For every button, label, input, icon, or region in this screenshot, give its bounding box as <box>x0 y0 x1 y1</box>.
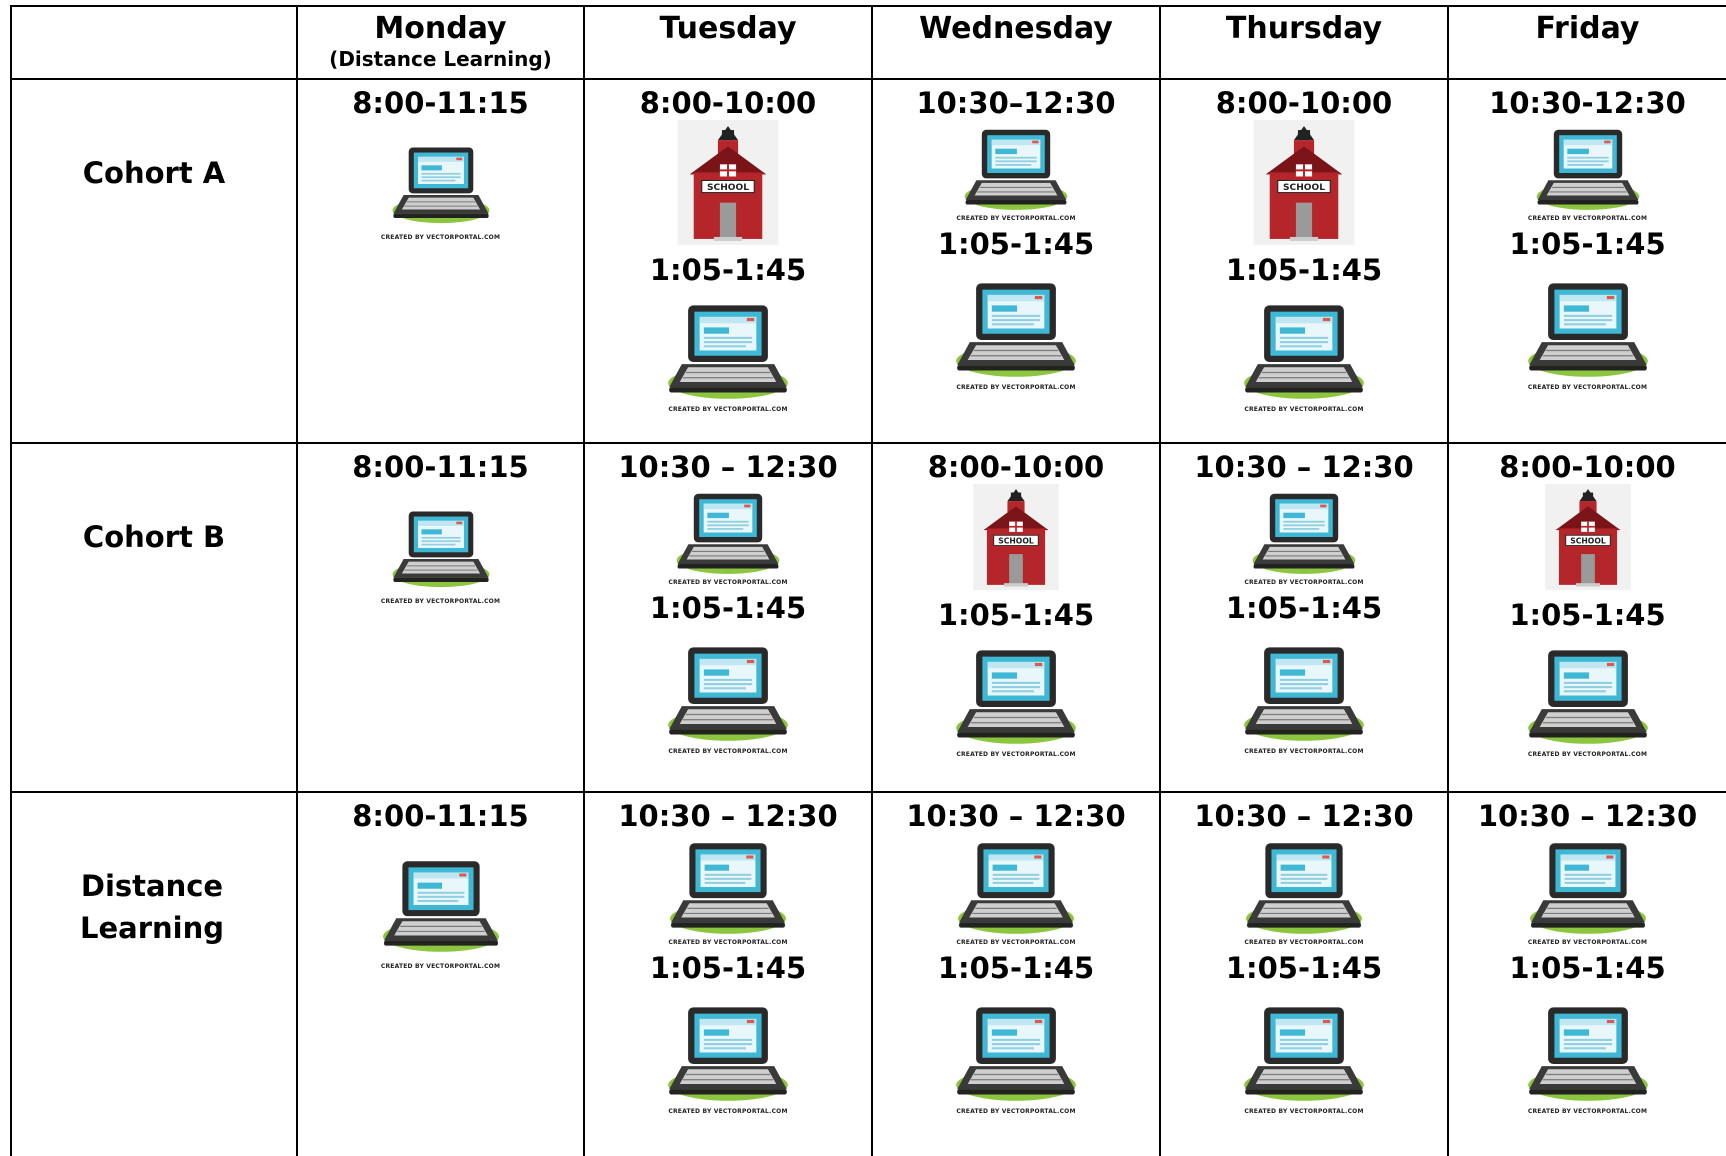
time-slot: 1:05-1:45 <box>649 253 807 287</box>
laptop-icon <box>1525 1001 1651 1108</box>
credit-text: CREATED BY VECTORPORTAL.COM <box>380 598 501 605</box>
header-thursday <box>1161 12 1447 46</box>
credit-text: CREATED BY VECTORPORTAL.COM <box>1244 939 1364 946</box>
grid-line <box>296 5 298 1156</box>
day-sublabel: (Distance Learning) <box>329 47 552 71</box>
time-slot: 8:00-11:15 <box>352 450 529 484</box>
laptop-icon <box>390 506 492 594</box>
time-slot: 10:30 – 12:30 <box>906 799 1126 833</box>
laptop-icon <box>380 855 502 959</box>
credit-text: CREATED BY VECTORPORTAL.COM <box>956 1108 1076 1115</box>
laptop-icon <box>1250 488 1358 581</box>
laptop-icon <box>665 1001 791 1108</box>
laptop-icon <box>1527 837 1649 941</box>
credit-text: CREATED BY VECTORPORTAL.COM <box>668 406 788 413</box>
day-label: Monday <box>374 11 507 46</box>
time-slot: 1:05-1:45 <box>1225 253 1383 287</box>
time-slot: 8:00-10:00 <box>639 86 817 120</box>
laptop-icon <box>953 277 1079 384</box>
svg-text:SCHOOL: SCHOOL <box>1283 183 1325 194</box>
laptop-icon <box>953 1001 1079 1108</box>
credit-text: CREATED BY VECTORPORTAL.COM <box>1527 215 1648 222</box>
laptop-icon <box>674 488 782 581</box>
header-wednesday <box>873 12 1159 46</box>
credit-text: CREATED BY VECTORPORTAL.COM <box>956 751 1076 758</box>
credit-text: CREATED BY VECTORPORTAL.COM <box>956 384 1076 391</box>
credit-text: CREATED BY VECTORPORTAL.COM <box>1244 748 1364 755</box>
credit-text: CREATED BY VECTORPORTAL.COM <box>380 234 501 241</box>
row-label-cohort-a: Cohort A <box>82 156 226 190</box>
laptop-icon <box>390 142 492 230</box>
laptop-icon <box>1241 299 1367 406</box>
credit-text: CREATED BY VECTORPORTAL.COM <box>668 1108 788 1115</box>
credit-text: CREATED BY VECTORPORTAL.COM <box>1244 406 1364 413</box>
credit-text: CREATED BY VECTORPORTAL.COM <box>668 579 788 586</box>
credit-text: CREATED BY VECTORPORTAL.COM <box>1244 579 1364 586</box>
time-slot: 1:05-1:45 <box>937 951 1095 985</box>
credit-text: CREATED BY VECTORPORTAL.COM <box>1527 1108 1648 1115</box>
laptop-icon <box>1534 124 1642 217</box>
header-monday <box>298 12 583 72</box>
time-slot: 10:30 – 12:30 <box>1477 799 1698 833</box>
time-slot: 1:05-1:45 <box>1509 227 1666 261</box>
schoolhouse-icon <box>1544 484 1632 594</box>
day-label: Friday <box>1535 11 1640 46</box>
header-tuesday <box>585 12 871 46</box>
time-slot: 1:05-1:45 <box>1509 951 1666 985</box>
schoolhouse-icon <box>972 484 1060 594</box>
time-slot: 8:00-10:00 <box>1499 450 1676 484</box>
credit-text: CREATED BY VECTORPORTAL.COM <box>956 215 1076 222</box>
schoolhouse-icon <box>1252 120 1356 249</box>
row-label-cohort-b: Cohort B <box>82 520 226 554</box>
svg-text:SCHOOL: SCHOOL <box>1569 536 1606 546</box>
laptop-icon <box>1241 1001 1367 1108</box>
time-slot: 1:05-1:45 <box>1225 591 1383 625</box>
schoolhouse-icon <box>676 120 780 249</box>
day-label: Tuesday <box>659 11 797 46</box>
grid-line <box>10 5 1726 7</box>
day-label: Wednesday <box>919 11 1113 46</box>
row-label-distance-learning: Distance Learning <box>79 869 224 945</box>
laptop-icon <box>1243 837 1365 941</box>
grid-line <box>10 78 1726 80</box>
credit-text: CREATED BY VECTORPORTAL.COM <box>1244 1108 1364 1115</box>
credit-text: CREATED BY VECTORPORTAL.COM <box>380 963 501 970</box>
laptop-icon <box>1525 277 1651 384</box>
time-slot: 10:30 – 12:30 <box>618 450 838 484</box>
svg-text:SCHOOL: SCHOOL <box>998 536 1034 546</box>
time-slot: 1:05-1:45 <box>1225 951 1383 985</box>
laptop-icon <box>955 837 1077 941</box>
time-slot: 10:30-12:30 <box>1489 86 1686 120</box>
grid-line <box>10 791 1726 793</box>
time-slot: 8:00-11:15 <box>352 86 529 120</box>
day-label: Thursday <box>1225 11 1383 46</box>
credit-text: CREATED BY VECTORPORTAL.COM <box>668 939 788 946</box>
time-slot: 1:05-1:45 <box>649 951 807 985</box>
time-slot: 10:30–12:30 <box>916 86 1116 120</box>
time-slot: 1:05-1:45 <box>649 591 807 625</box>
laptop-icon <box>953 644 1079 751</box>
time-slot: 8:00-10:00 <box>1215 86 1393 120</box>
grid-line <box>10 442 1726 444</box>
credit-text: CREATED BY VECTORPORTAL.COM <box>956 939 1076 946</box>
laptop-icon <box>1241 641 1367 748</box>
credit-text: CREATED BY VECTORPORTAL.COM <box>1527 384 1648 391</box>
time-slot: 1:05-1:45 <box>1509 598 1666 632</box>
svg-text:SCHOOL: SCHOOL <box>707 183 749 194</box>
laptop-icon <box>962 124 1070 217</box>
credit-text: CREATED BY VECTORPORTAL.COM <box>1527 751 1648 758</box>
laptop-icon <box>665 641 791 748</box>
time-slot: 1:05-1:45 <box>937 227 1095 261</box>
credit-text: CREATED BY VECTORPORTAL.COM <box>668 748 788 755</box>
time-slot: 10:30 – 12:30 <box>618 799 838 833</box>
time-slot: 10:30 – 12:30 <box>1194 450 1414 484</box>
laptop-icon <box>1525 644 1651 751</box>
credit-text: CREATED BY VECTORPORTAL.COM <box>1527 939 1648 946</box>
laptop-icon <box>665 299 791 406</box>
time-slot: 1:05-1:45 <box>937 598 1095 632</box>
header-friday <box>1449 12 1726 46</box>
laptop-icon <box>667 837 789 941</box>
time-slot: 8:00-11:15 <box>352 799 529 833</box>
time-slot: 10:30 – 12:30 <box>1194 799 1414 833</box>
time-slot: 8:00-10:00 <box>927 450 1105 484</box>
